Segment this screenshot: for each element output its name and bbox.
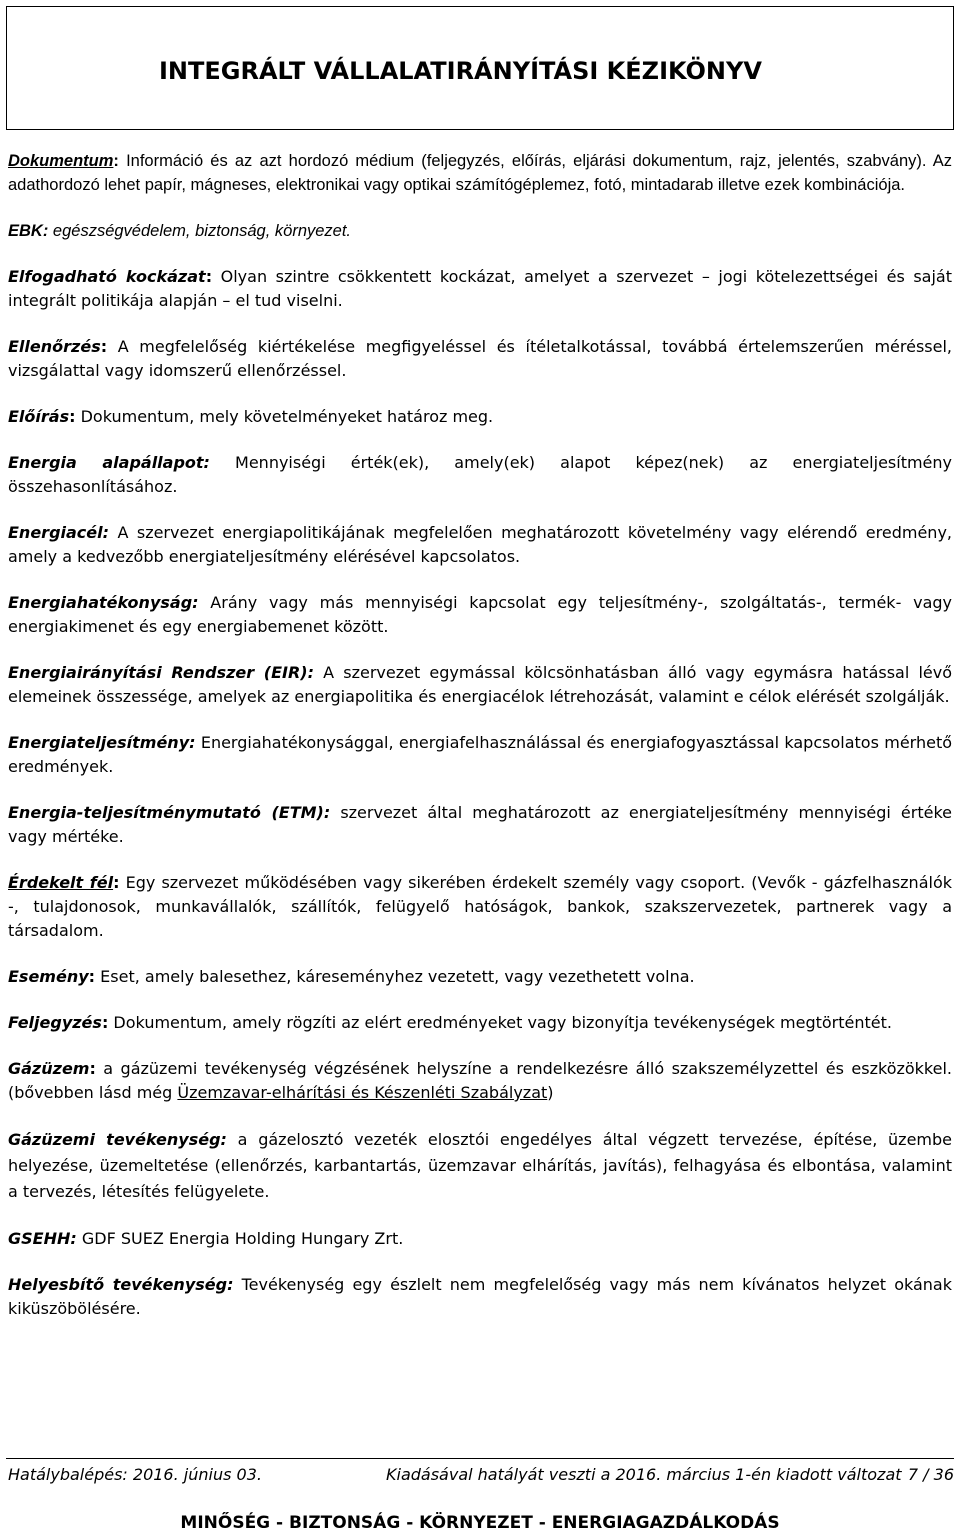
footer-motto: MINŐSÉG - BIZTONSÁG - KÖRNYEZET - ENERGIAGAZDÁLKODÁS — [180, 1513, 780, 1533]
definition-term: Ellenőrzés — [8, 337, 101, 356]
definition-feljegyzes: Feljegyzés: Dokumentum, amely rögzíti az elért eredményeket vagy bizonyítja tevékenységek megtörténtét. — [8, 1013, 892, 1032]
definition-term: Esemény — [8, 967, 89, 986]
definition-term: Energiateljesítmény: — [8, 733, 196, 752]
definition-text: Információ és az azt hordozó médium (feljegyzés, előírás, eljárási dokumentum, rajz, jelentés, szabvány). Az adathordozó lehet papír, mágneses, elektronikai vagy optikai számítógéplemez, fotó, mintadarab illetve ezek kombinációja. — [8, 152, 952, 194]
definition-eir — [8, 661, 952, 709]
definition-eloiras: Előírás: Dokumentum, mely követelményeket határoz meg. — [8, 407, 494, 426]
definition-dokumentum: Dokumentum: Információ és az azt hordozó médium (feljegyzés, előírás, eljárási dokumentum, rajz, jelentés, szabvány). Az adathordozó lehet papír, mágneses, elektronikai vagy optikai számítógéplemez, fotó, mintadarab illetve ezek kombinációja. — [8, 152, 952, 194]
definition-term: Energia-teljesítménymutató (ETM): — [8, 803, 331, 822]
definition-text: Egy szervezet működésében vagy sikerében érdekelt személy vagy csoport. (Vevők - gázfelhasználók -, tulajdonosok, munkavállalók, szállítók, felügyelő hatóságok, bankok, szakszervezetek, partnerek vagy a társadalom. — [8, 873, 952, 940]
footer-divider — [6, 1458, 954, 1459]
definition-esemeny: Esemény: Eset, amely balesethez, káreseményhez vezetett, vagy vezethetett volna. — [8, 967, 695, 986]
definition-term: Helyesbítő tevékenység: — [8, 1275, 234, 1294]
definition-erdekelt-fel: Érdekelt fél: Egy szervezet működésében vagy sikerében érdekelt személy vagy csoport. (Vevők - gázfelhasználók -, tulajdonosok, munkavállalók, szállítók, felügyelő hatóságok, bankok, szakszervezetek, partnerek vagy a társadalom. — [8, 873, 952, 940]
definition-text: Eset, amely balesethez, káreseményhez vezetett, vagy vezethetett volna. — [95, 967, 695, 986]
definition-energiateljesitmeny — [8, 731, 952, 779]
header-box — [6, 6, 954, 130]
definition-elfogadhato-kockazat: Elfogadható kockázat: Olyan szintre csökkentett kockázat, amelyet a szervezet – jogi kötelezettségei és saját integrált politikája alapján – el tud viselni. — [8, 267, 952, 310]
definition-text: Olyan szintre csökkentett kockázat, amelyet a szervezet – jogi kötelezettségei és saját integrált politikája alapján – el tud viselni. — [8, 267, 952, 310]
definition-text: A szervezet egymással kölcsönhatásban álló vagy egymásra hatással lévő elemeinek összessége, amelyek az energiapolitika és energiacélok létrehozását, valamint e célok elérését szolgálják. — [8, 663, 953, 706]
regulation-link[interactable]: Üzemzavar-elhárítási és Készenléti Szabályzat — [177, 1083, 548, 1102]
footer-effective-date: Hatálybalépés: 2016. június 03. — [8, 1465, 262, 1484]
definition-term: Energia alapállapot: — [8, 453, 210, 472]
definition-ellenorzes: Ellenőrzés: A megfelelőség kiértékelése megfigyeléssel és ítéletalkotással, továbbá értelemszerűen méréssel, vizsgálattal vagy idomszerű ellenőrzéssel. — [8, 337, 952, 380]
footer-page-number: 7 / 36 — [907, 1465, 954, 1484]
definition-ebk — [8, 219, 952, 243]
definition-text: Energiahatékonysággal, energiafelhasználással és energiafogyasztással kapcsolatos mérhető eredmények. — [8, 733, 952, 776]
definition-text: szervezet által meghatározott az energiateljesítmény mennyiségi értéke vagy mértéke. — [8, 803, 952, 846]
definition-term: Energiairányítási Rendszer (EIR): — [8, 663, 315, 682]
definition-gsehh — [8, 1227, 952, 1251]
definition-text: GDF SUEZ Energia Holding Hungary Zrt. — [76, 1229, 404, 1248]
definition-helyesbito-tevekenyseg — [8, 1273, 952, 1321]
definition-text: A szervezet energiapolitikájának megfelelően meghatározott követelmény vagy elérendő eredmény, amely a kedvezőbb energiateljesítmény elérésével kapcsolatos. — [8, 523, 952, 566]
definition-energiacel — [8, 521, 952, 569]
definition-term: Előírás — [8, 407, 70, 426]
definition-term: Gázüzemi tevékenység: — [8, 1130, 227, 1149]
definition-term: Elfogadható kockázat — [8, 267, 206, 286]
definition-text: a gázelosztó vezeték elosztói engedélyes által végzett tervezése, építése, üzembe helyezése, üzemeltetése (ellenőrzés, karbantartás, üzemzavar elhárítás, javítás), felhagyása és elbontása, valamint a tervezés, létesítés felügyelete. — [8, 1130, 953, 1201]
footer-supersedes: Kiadásával hatályát veszti a 2016. március 1-én kiadott változat — [386, 1465, 902, 1484]
definition-text: egészségvédelem, biztonság, környezet. — [48, 222, 352, 240]
definition-energia-alapallapot — [8, 451, 952, 499]
definition-term: GSEHH: — [8, 1229, 77, 1248]
definition-etm — [8, 801, 952, 849]
definition-text: Dokumentum, amely rögzíti az elért eredményeket vagy bizonyítja tevékenységek megtörténtét. — [108, 1013, 892, 1032]
definition-text: a gázüzemi tevékenység végzésének helyszíne a rendelkezésre álló szakszemélyzettel és eszközökkel. (bővebben lásd még — [8, 1059, 952, 1102]
definition-text: Arány vagy más mennyiségi kapcsolat egy teljesítmény-, szolgáltatás-, termék- vagy energiakimenet és egy energiabemenet között. — [8, 593, 952, 636]
document-title: INTEGRÁLT VÁLLALATIRÁNYÍTÁSI KÉZIKÖNYV — [159, 57, 762, 85]
definition-text: Mennyiségi érték(ek), amely(ek) alapot képez(nek) az energiateljesítmény összehasonlításához. — [8, 453, 953, 496]
definition-term: Energiahatékonyság: — [8, 593, 199, 612]
definition-text: Dokumentum, mely követelményeket határoz meg. — [75, 407, 494, 426]
definition-gazuzemi-tevekenyseg — [8, 1127, 952, 1205]
definition-term: Érdekelt fél — [8, 873, 114, 892]
definition-term: Feljegyzés — [8, 1013, 102, 1032]
definition-term: EBK: — [8, 222, 49, 240]
definition-text: Tevékenység egy észlelt nem megfelelőség vagy más nem kívánatos helyzet okának kiküszöbölésére. — [8, 1275, 952, 1318]
definition-term: Dokumentum — [8, 152, 114, 170]
definition-term: Energiacél: — [8, 523, 110, 542]
definition-energiahatekonysag — [8, 591, 952, 639]
definition-term: Gázüzem — [8, 1059, 90, 1078]
definition-text: A megfelelőség kiértékelése megfigyeléssel és ítéletalkotással, továbbá értelemszerűen méréssel, vizsgálattal vagy idomszerű ellenőrzéssel. — [8, 337, 952, 380]
definitions-list — [8, 149, 952, 1343]
definition-gazuzem: Gázüzem: a gázüzemi tevékenység végzésének helyszíne a rendelkezésre álló szakszemélyzettel és eszközökkel. (bővebben lásd még Üzemzavar-elhárítási és Készenléti Szabályzat) — [8, 1059, 952, 1102]
